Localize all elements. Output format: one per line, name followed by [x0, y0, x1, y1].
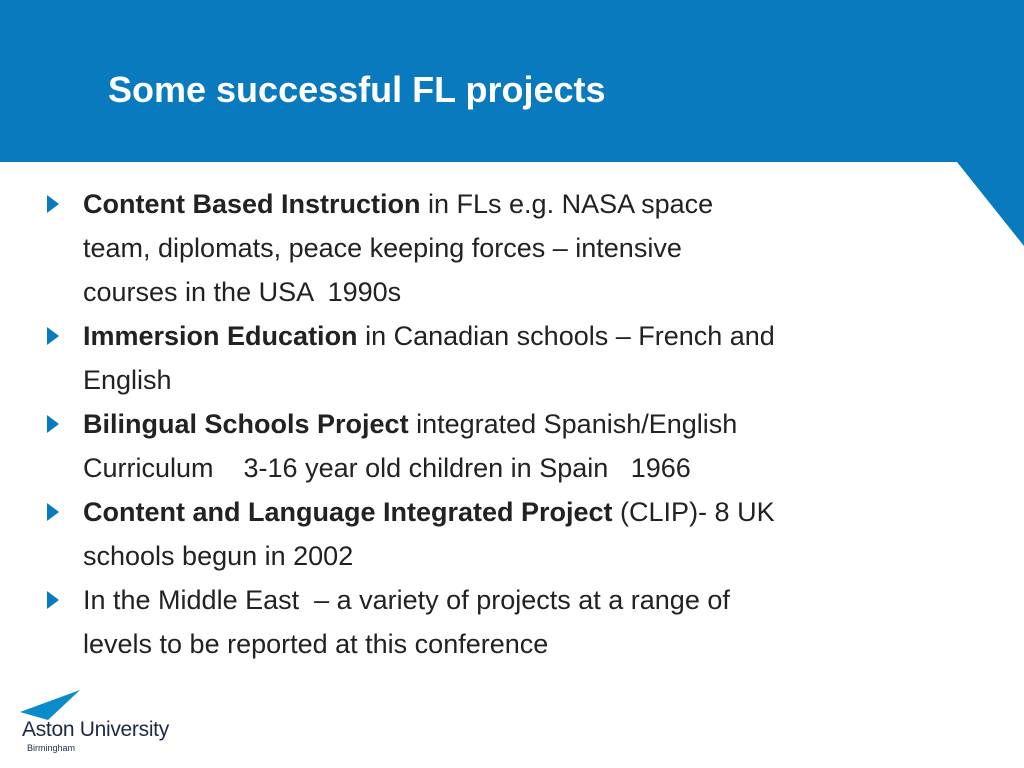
- bullet-item: [44, 182, 984, 314]
- bullet-text: in FLs e.g. NASA space: [420, 189, 714, 219]
- logo-name: Aston University: [22, 718, 169, 741]
- aston-university-logo-icon: [20, 690, 82, 720]
- bullet-line: [83, 402, 984, 446]
- bullet-term: Immersion Education: [83, 321, 358, 351]
- bullet-item: [44, 578, 984, 666]
- bullet-item: [44, 314, 984, 402]
- bullet-line: English: [83, 365, 172, 395]
- triangle-right-icon: [47, 503, 59, 521]
- aston-university-logo: [20, 690, 180, 756]
- triangle-right-icon: [47, 591, 59, 609]
- logo-city: Birmingham: [27, 743, 76, 753]
- slide-title: Some successful FL projects: [108, 69, 606, 110]
- bullet-term: Content Based Instruction: [83, 189, 421, 219]
- bullet-text: integrated Spanish/English: [408, 409, 738, 439]
- bullet-item: [44, 402, 984, 490]
- bullet-line: Curriculum 3-16 year old children in Spain 1966: [83, 453, 691, 483]
- bullet-term: Bilingual Schools Project: [83, 409, 409, 439]
- bullet-text: in Canadian schools – French and: [357, 321, 775, 351]
- bullet-line: In the Middle East – a variety of projects at a range of: [83, 585, 730, 615]
- bullet-line: [83, 182, 984, 226]
- bullet-text: (CLIP)- 8 UK: [612, 497, 775, 527]
- bullet-line: [83, 314, 984, 358]
- bullet-line: team, diplomats, peace keeping forces – intensive: [83, 233, 682, 263]
- bullet-list: [44, 182, 984, 666]
- bullet-line: courses in the USA 1990s: [83, 277, 402, 307]
- bullet-item: [44, 490, 984, 578]
- bullet-term: Content and Language Integrated Project: [83, 497, 613, 527]
- bullet-line: levels to be reported at this conference: [83, 629, 549, 659]
- triangle-right-icon: [47, 327, 59, 345]
- triangle-right-icon: [47, 195, 59, 213]
- triangle-right-icon: [47, 415, 59, 433]
- bullet-line: [83, 490, 984, 534]
- bullet-line: schools begun in 2002: [83, 541, 354, 571]
